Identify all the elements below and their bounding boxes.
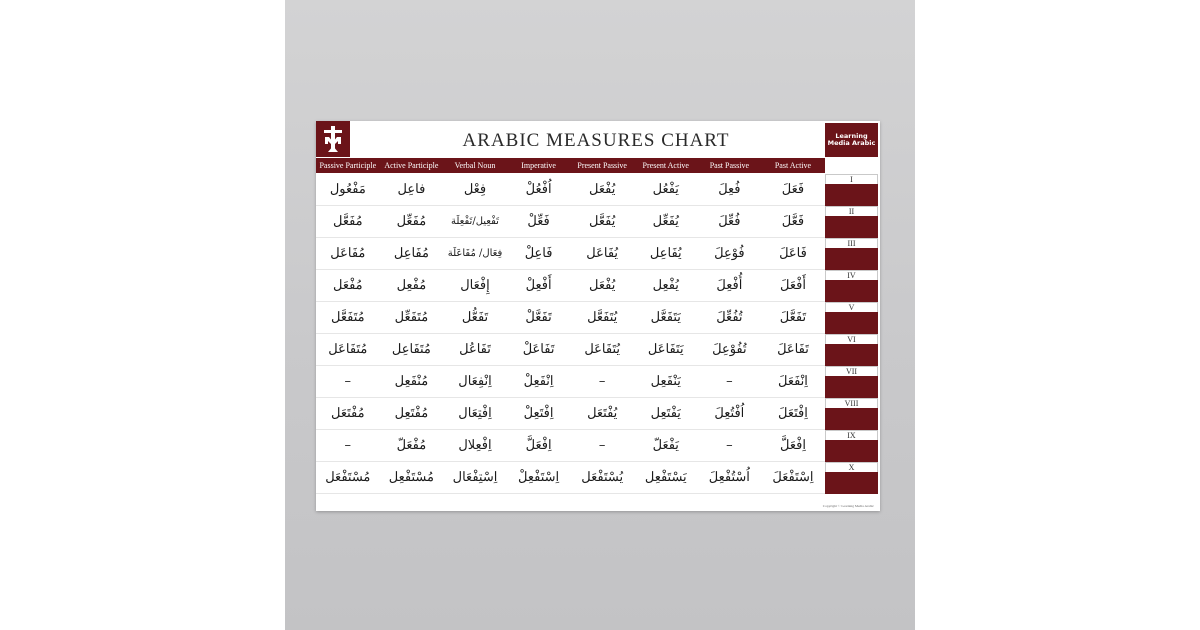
table-cell: مُفْتَعَل [331, 406, 365, 421]
table-cell: اِفْعِلال [458, 438, 492, 453]
table-cell: مَفْعُول [329, 182, 366, 197]
table-cell: مُنْفَعِل [394, 374, 429, 389]
table-row [316, 206, 825, 238]
table-cell: تُفُوْعِلَ [712, 342, 747, 357]
table-cell: تَفَعَّلْ [525, 310, 552, 325]
table-cell: مُفْعَلّ [396, 438, 427, 453]
table-cell: أَفْعَلَ [779, 278, 806, 293]
table-cell: يُفَاعِل [649, 246, 682, 261]
table-cell: تَفَعَّلَ [779, 310, 807, 325]
table-cell: يَفْعَلّ [652, 438, 679, 453]
measure-label: III [825, 238, 878, 248]
table-cell: مُتَفَاعِل [391, 342, 431, 357]
table-cell: يُفَعَّل [589, 214, 616, 229]
table-cell: اِنْفِعَال [458, 374, 492, 389]
measure-label: X [825, 462, 878, 472]
table-cell: إِفْعَال [460, 278, 490, 293]
table-cell: – [344, 438, 352, 453]
brand-logo-text: Learning Media Arabic [827, 132, 876, 147]
table-cell: اِنْفَعِلْ [523, 374, 554, 389]
measure-column [825, 174, 878, 494]
table-cell: تَفَاعَلَ [777, 342, 809, 357]
table-cell: مُفْعَل [332, 278, 363, 293]
measure-bar [825, 280, 878, 302]
table-cell: – [726, 374, 733, 389]
table-cell: اِفْتَعِلْ [523, 406, 554, 421]
brand-logo-left [316, 121, 350, 157]
table-cell: فِعَال/ مُفَاعَلَة [447, 248, 503, 259]
measure-bar [825, 184, 878, 206]
table-cell: يُسْتَفْعَل [581, 470, 624, 485]
measure-label: VII [825, 366, 878, 376]
table-cell: يَتَفَعَّل [650, 310, 681, 325]
table-cell: مُفَاعِل [393, 246, 429, 261]
table-cell: يَتَفَاعَل [647, 342, 684, 357]
table-cell: فُعِلَ [718, 182, 741, 197]
table-cell: اُفْعُلْ [525, 182, 552, 197]
measure-bar [825, 472, 878, 494]
table-cell: تَفَاعَلْ [522, 342, 555, 357]
measures-table [316, 174, 825, 494]
table-cell: فُوْعِلَ [714, 246, 745, 261]
table-cell: يُفْتَعَل [587, 406, 618, 421]
measure-label: IV [825, 270, 878, 280]
table-cell: تُفُعِّلَ [716, 310, 743, 325]
table-cell: تَفَاعُل [459, 342, 491, 357]
table-row [316, 366, 825, 398]
table-cell: مُتَفَعِّل [394, 310, 429, 325]
table-cell: أُفْعِلَ [716, 278, 743, 293]
table-cell: يَسْتَفْعِل [644, 470, 687, 485]
table-cell: اِسْتَفْعِلْ [518, 470, 560, 485]
table-cell: فِعْل [463, 182, 487, 197]
table-cell: اِفْتِعَال [458, 406, 492, 421]
table-cell: يَفْعُل [652, 182, 679, 197]
table-cell: يَفْتَعِل [650, 406, 681, 421]
measure-marker [825, 334, 878, 366]
measure-label: I [825, 174, 878, 184]
measure-marker [825, 398, 878, 430]
measure-marker [825, 174, 878, 206]
table-cell: مُتَفَعَّل [331, 310, 365, 325]
table-cell: يُتَفَعَّل [587, 310, 618, 325]
header-passive-participle: Passive Participle [319, 161, 377, 170]
header-imperative: Imperative [521, 161, 556, 170]
header-present-passive: Present Passive [577, 161, 627, 170]
measure-bar [825, 216, 878, 238]
table-cell: – [598, 374, 606, 389]
table-cell: فَعَّلَ [781, 214, 805, 229]
table-cell: مُفْعِل [396, 278, 427, 293]
measure-bar [825, 440, 878, 462]
table-cell: اِفْعَلَّ [779, 438, 806, 453]
table-cell: تَفْعِيل/تَفْعِلَة [451, 216, 499, 227]
table-cell: اِفْعَلَّ [525, 438, 552, 453]
table-cell: اِسْتَفْعَلَ [772, 470, 814, 485]
table-cell: – [344, 374, 352, 389]
table-cell: اُفْتُعِلَ [714, 406, 745, 421]
column-header-row [316, 158, 825, 173]
table-cell: اِنْفَعَلَ [777, 374, 808, 389]
table-cell: فاعِل [397, 182, 426, 197]
table-cell: فُعِّلَ [718, 214, 741, 229]
table-cell: – [598, 438, 606, 453]
header-verbal-noun: Verbal Noun [454, 161, 496, 170]
table-row [316, 174, 825, 206]
table-cell: يُفَاعَل [586, 246, 619, 261]
measure-bar [825, 344, 878, 366]
measure-label: VIII [825, 398, 878, 408]
measure-marker [825, 430, 878, 462]
table-cell: يُفْعَل [589, 278, 616, 293]
measure-marker [825, 270, 878, 302]
measure-bar [825, 376, 878, 398]
measure-marker [825, 462, 878, 494]
table-cell: أَفْعِلْ [525, 278, 552, 293]
measure-bar [825, 248, 878, 270]
table-cell: – [726, 438, 733, 453]
table-cell: مُتَفَاعَل [328, 342, 368, 357]
header-past-passive: Past Passive [709, 161, 750, 170]
table-cell: يَنْفَعِل [650, 374, 681, 389]
measure-marker [825, 238, 878, 270]
lma-logo-icon [322, 124, 344, 154]
table-row [316, 334, 825, 366]
table-cell: مُفَعَّل [332, 214, 363, 229]
header-active-participle: Active Participle [384, 161, 439, 170]
table-row [316, 302, 825, 334]
measure-bar [825, 408, 878, 430]
table-cell: مُسْتَفْعَل [325, 470, 371, 485]
header-past-active: Past Active [774, 161, 812, 170]
table-cell: مُسْتَفْعِل [388, 470, 434, 485]
measure-label: VI [825, 334, 878, 344]
table-cell: يُفْعِل [652, 278, 679, 293]
table-row [316, 398, 825, 430]
table-cell: يُفَعِّل [652, 214, 679, 229]
table-row [316, 238, 825, 270]
table-row [316, 430, 825, 462]
chart-title: ARABIC MEASURES CHART [462, 130, 730, 151]
measure-marker [825, 366, 878, 398]
copyright-note: Copyright © Learning Media Arabic [822, 504, 874, 508]
table-row [316, 270, 825, 302]
table-cell: اِفْتَعَلَ [778, 406, 808, 421]
measure-label: IX [825, 430, 878, 440]
measure-label: II [825, 206, 878, 216]
table-cell: فَاعَلَ [779, 246, 807, 261]
table-row [316, 462, 825, 494]
table-cell: فَعَلَ [781, 182, 805, 197]
poster [316, 121, 880, 511]
brand-logo-right [825, 123, 878, 157]
table-cell: اُسْتُفْعِلَ [708, 470, 750, 485]
measure-bar [825, 312, 878, 334]
table-cell: مُفَاعَل [330, 246, 366, 261]
measure-label: V [825, 302, 878, 312]
table-cell: يُتَفَاعَل [584, 342, 621, 357]
table-cell: مُفَعِّل [396, 214, 427, 229]
measure-marker [825, 206, 878, 238]
measure-marker [825, 302, 878, 334]
table-cell: يُفْعَل [589, 182, 616, 197]
table-cell: فَاعِلْ [524, 246, 553, 261]
table-cell: اِسْتِفْعَال [452, 470, 498, 485]
table-cell: تَفَعُّل [461, 310, 489, 325]
table-cell: فَعِّلْ [527, 214, 550, 229]
header-present-active: Present Active [642, 161, 689, 170]
table-cell: مُفْتَعِل [394, 406, 429, 421]
